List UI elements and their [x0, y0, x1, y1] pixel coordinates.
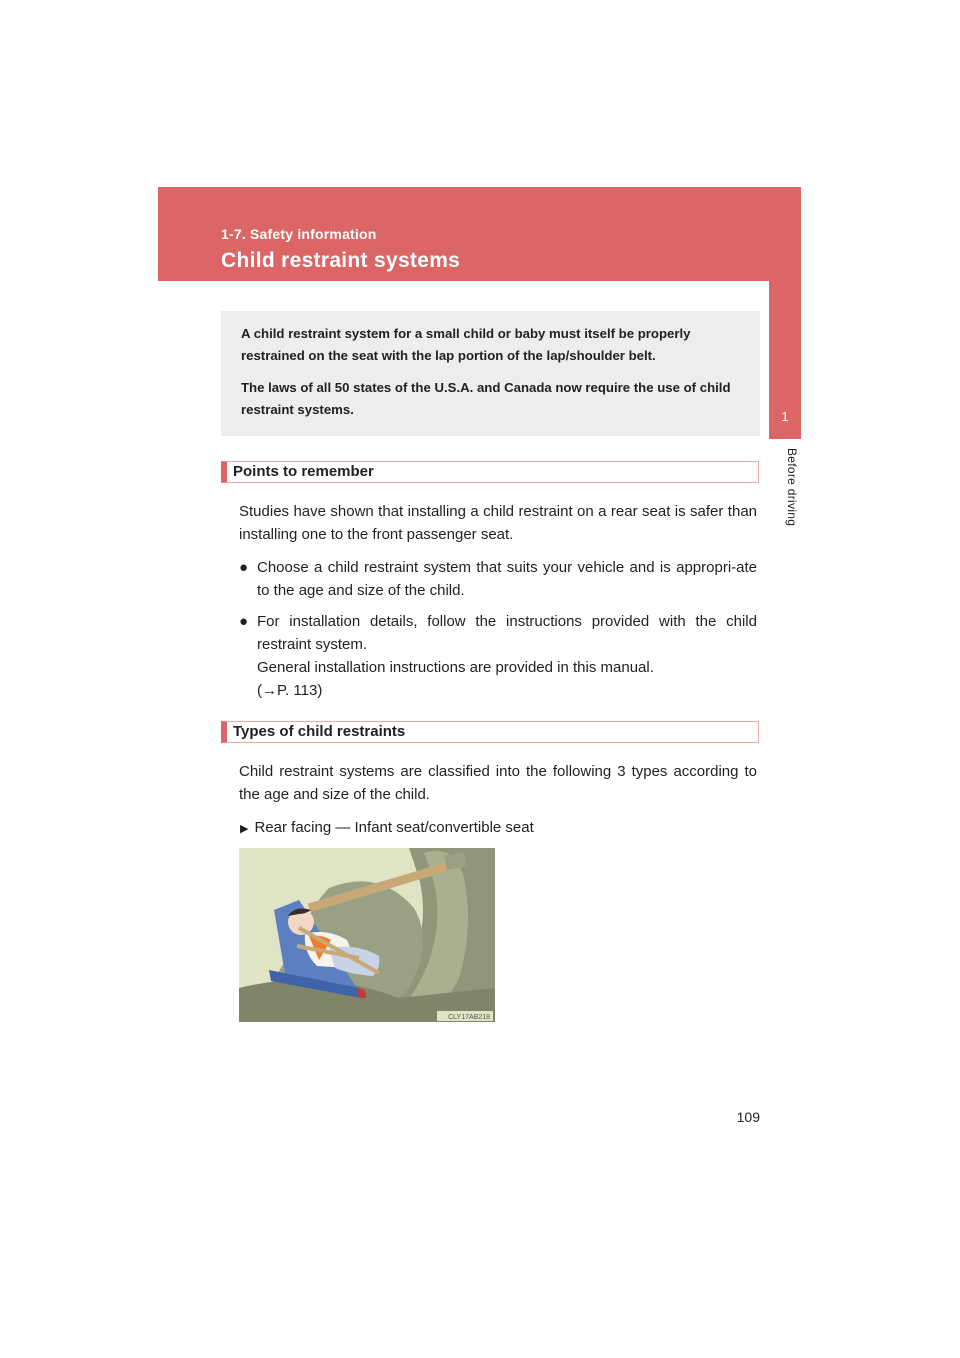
chapter-label: Before driving — [785, 448, 799, 527]
chapter-number: 1 — [781, 409, 789, 424]
type-item-label: Rear facing — Infant seat/convertible seat — [254, 819, 534, 836]
section-label: 1-7. Safety information — [221, 226, 377, 242]
page-reference: (→P. 113) — [257, 682, 323, 699]
arrow-right-icon: ▶ — [240, 823, 249, 835]
type-item — [240, 816, 534, 841]
types-body-text: Child restraint systems are classified into the following 3 types according to the age and size of the child. — [239, 763, 757, 803]
types-heading: Types of child restraints — [221, 721, 759, 743]
points-heading: Points to remember — [221, 461, 759, 483]
points-body — [239, 500, 757, 546]
bullet-text-extra: General installation instructions are provided in this manual. — [257, 659, 654, 676]
types-body — [239, 760, 757, 806]
figure-code: CLY17AB218 — [448, 1014, 490, 1021]
bullet-text: Choose a child restraint system that suits your vehicle and is appropri-ate to the age and size of the child. — [257, 559, 757, 599]
bullet-text: For installation details, follow the instructions provided with the child restraint system. — [257, 613, 757, 653]
bullet-dot-icon: ● — [239, 613, 249, 630]
points-body-text: Studies have shown that installing a child restraint on a rear seat is safer than installing one to the front passenger seat. — [239, 503, 757, 543]
rear-facing-seat-illustration — [239, 848, 495, 1022]
chapter-tab — [769, 187, 801, 439]
intro-paragraph-2: The laws of all 50 states of the U.S.A. and Canada now require the use of child restraint systems. — [241, 380, 731, 417]
bullet-dot-icon: ● — [239, 559, 249, 576]
intro-paragraph-1: A child restraint system for a small child or baby must itself be properly restrained on the seat with the lap portion of the lap/shoulder belt. — [241, 326, 691, 363]
page-number: 109 — [736, 1109, 760, 1125]
bullet-item — [239, 610, 757, 702]
page-title: Child restraint systems — [221, 249, 461, 272]
intro-box — [221, 311, 760, 436]
bullet-item — [239, 556, 757, 602]
